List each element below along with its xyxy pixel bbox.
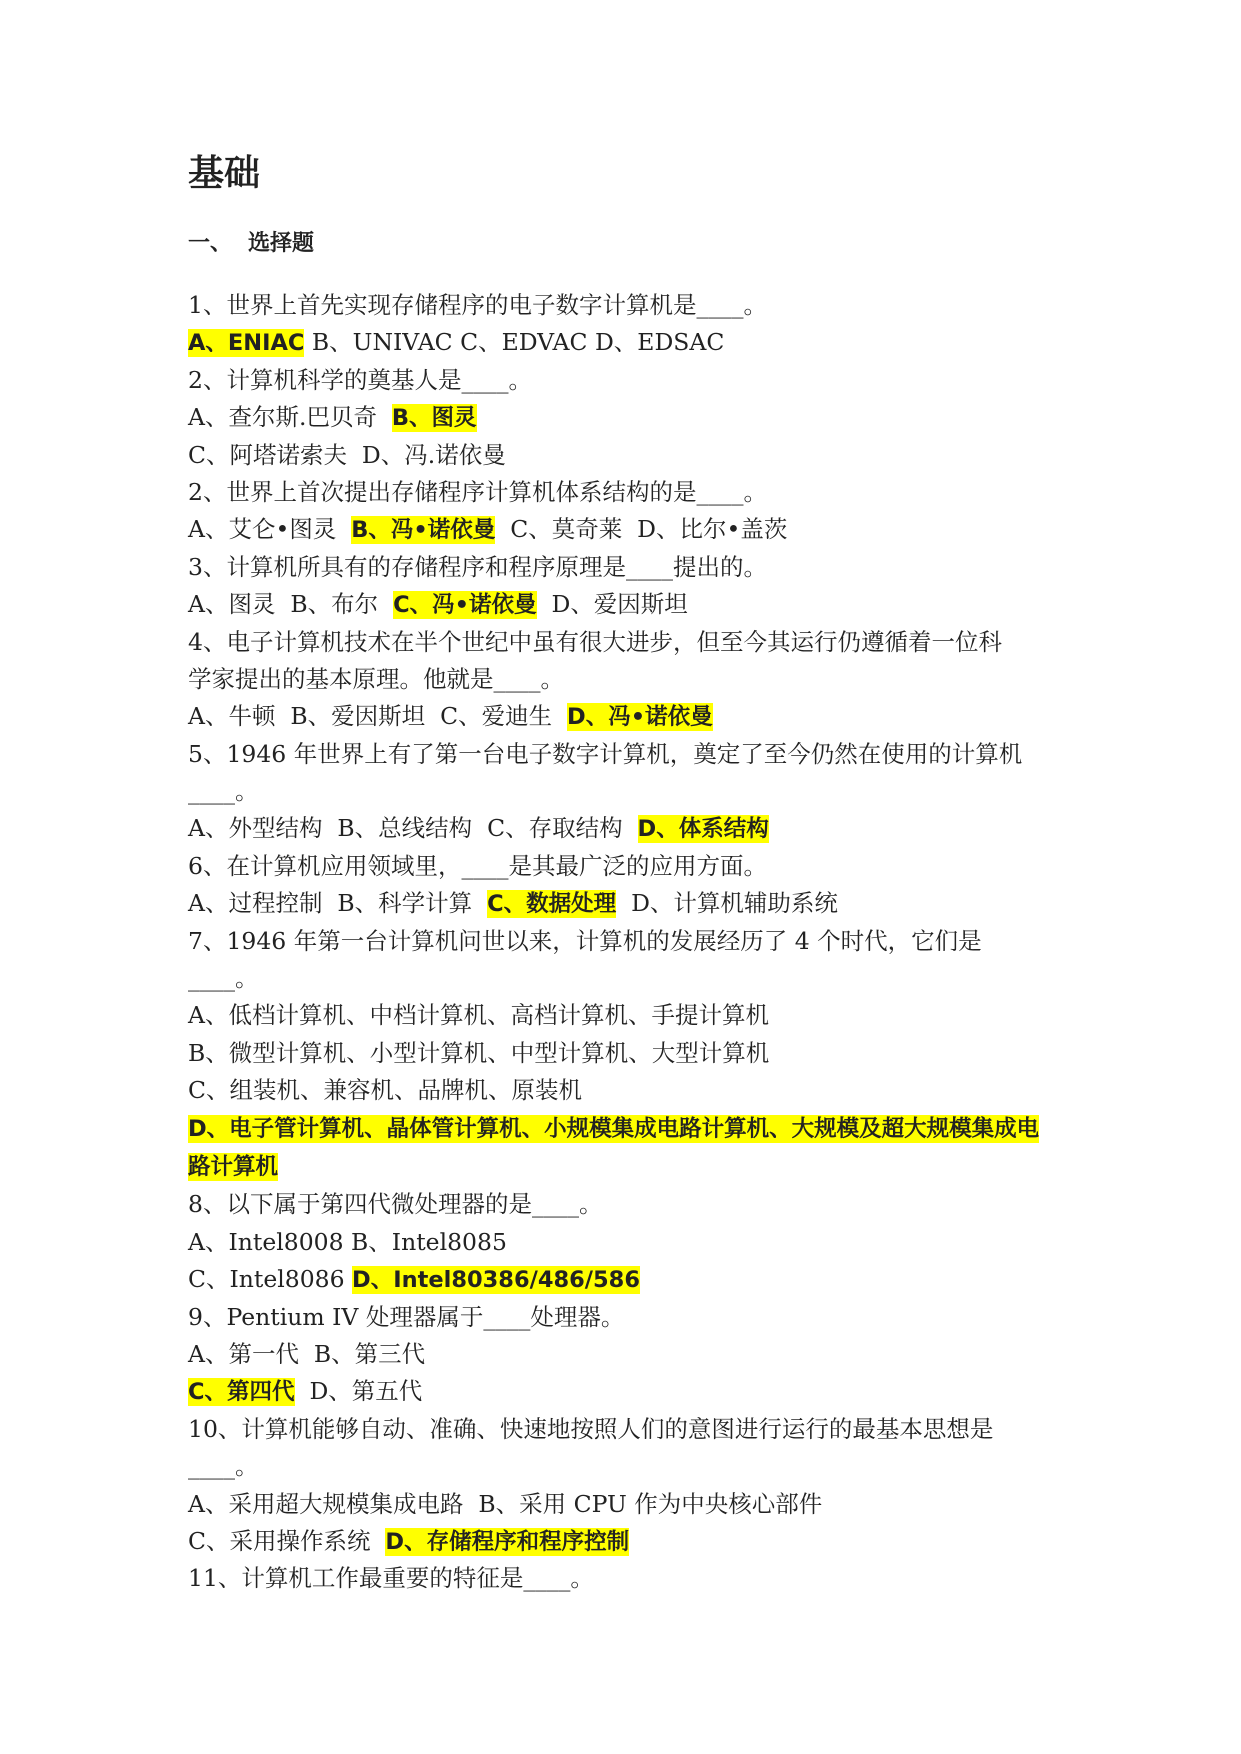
text-line (188, 362, 1058, 399)
text-line (188, 399, 1058, 436)
text-line (188, 511, 1058, 548)
correct-answer: D、冯•诺依曼 (567, 704, 713, 731)
text-line (188, 1560, 1058, 1597)
section-title: 选择题 (248, 231, 315, 256)
text-segment: 学家提出的基本原理。他就是____。 (188, 664, 564, 693)
correct-answer: C、冯•诺依曼 (393, 592, 537, 619)
correct-answer: D、存储程序和程序控制 (385, 1528, 630, 1555)
text-segment: 1、世界上首先实现存储程序的电子数字计算机是____。 (188, 291, 767, 319)
text-line (188, 324, 1058, 361)
text-segment: 11、计算机工作最重要的特征是____。 (188, 1564, 594, 1593)
text-segment: C、组装机、兼容机、品牌机、原装机 (188, 1076, 582, 1105)
text-segment: 10、计算机能够自动、准确、快速地按照人们的意图进行运行的最基本思想是 (188, 1414, 994, 1443)
text-line (188, 736, 1058, 773)
text-segment: D、计算机辅助系统 (616, 889, 838, 918)
text-segment: ____。 (188, 777, 259, 806)
text-line (188, 960, 1058, 997)
text-segment: B、UNIVAC C、EDVAC D、EDSAC (304, 328, 725, 357)
text-segment: A、艾仑•图灵 (188, 515, 352, 544)
text-line (188, 698, 1058, 735)
text-segment: A、低档计算机、中档计算机、高档计算机、手提计算机 (188, 1001, 769, 1030)
text-segment: C、采用操作系统 (188, 1526, 386, 1555)
text-segment: 4、电子计算机技术在半个世纪中虽有很大进步，但至今其运行仍遵循着一位科 (188, 627, 1002, 656)
text-line (188, 923, 1058, 960)
text-line (188, 661, 1058, 698)
text-segment: C、莫奇莱 D、比尔•盖茨 (495, 515, 788, 544)
text-line (188, 1336, 1058, 1373)
text-segment: 2、计算机科学的奠基人是____。 (188, 365, 532, 394)
text-segment: A、牛顿 B、爱因斯坦 C、爱迪生 (188, 702, 568, 731)
text-line (188, 848, 1058, 885)
text-line (188, 1486, 1058, 1523)
correct-answer: C、第四代 (188, 1379, 295, 1406)
text-line (188, 586, 1058, 623)
text-segment: 9、Pentium IV 处理器属于____处理器。 (188, 1302, 625, 1331)
text-segment: D、第五代 (294, 1377, 423, 1406)
text-line (188, 1035, 1058, 1072)
text-segment: C、阿塔诺索夫 D、冯.诺依曼 (188, 440, 506, 469)
correct-answer: D、Intel80386/486/586 (352, 1267, 640, 1294)
text-segment: A、采用超大规模集成电路 B、采用 CPU 作为中央核心部件 (188, 1489, 823, 1518)
text-line (188, 1299, 1058, 1336)
document-title: 基础 (188, 153, 261, 194)
text-line (188, 997, 1058, 1034)
correct-answer: B、冯•诺依曼 (351, 517, 496, 544)
text-line (188, 474, 1058, 511)
text-line (188, 287, 1058, 324)
text-segment: 7、1946 年第一台计算机问世以来，计算机的发展经历了 4 个时代，它们是 (188, 926, 982, 955)
text-line (188, 549, 1058, 586)
text-line (188, 1072, 1058, 1109)
text-line (188, 1373, 1058, 1410)
section-heading (188, 228, 314, 260)
text-line (188, 885, 1058, 922)
correct-answer: D、体系结构 (637, 816, 769, 843)
text-line (188, 773, 1058, 810)
text-line (188, 1448, 1058, 1485)
text-segment: A、过程控制 B、科学计算 (188, 889, 488, 918)
text-line (188, 1411, 1058, 1448)
text-segment: A、查尔斯.巴贝奇 (188, 403, 392, 432)
section-number: 一、 (188, 231, 233, 256)
text-line (188, 1186, 1058, 1223)
text-segment: B、微型计算机、小型计算机、中型计算机、大型计算机 (188, 1038, 770, 1067)
text-segment: 8、以下属于第四代微处理器的是____。 (188, 1190, 603, 1219)
text-segment: A、Intel8008 B、Intel8085 (188, 1227, 507, 1256)
text-segment: ____。 (188, 1452, 259, 1481)
text-line (188, 437, 1058, 474)
text-line (188, 1523, 1058, 1560)
text-segment: A、第一代 B、第三代 (188, 1339, 426, 1368)
text-line (188, 624, 1058, 661)
text-segment: A、图灵 B、布尔 (188, 590, 394, 619)
text-line (188, 1261, 1058, 1298)
text-segment: A、外型结构 B、总线结构 C、存取结构 (188, 814, 638, 843)
text-segment: 5、1946 年世界上有了第一台电子数字计算机，奠定了至今仍然在使用的计算机 (188, 739, 1023, 768)
text-line (188, 810, 1058, 847)
text-segment: 2、世界上首次提出存储程序计算机体系结构的是____。 (188, 477, 767, 506)
question-list (188, 287, 1058, 1598)
correct-answer: A、ENIAC (188, 330, 305, 357)
correct-answer: C、数据处理 (487, 891, 617, 918)
text-segment: 3、计算机所具有的存储程序和程序原理是____提出的。 (188, 552, 767, 581)
text-segment: 6、在计算机应用领域里，____是其最广泛的应用方面。 (188, 851, 767, 880)
correct-answer: B、图灵 (391, 405, 477, 432)
text-segment: C、Intel8086 (188, 1265, 353, 1294)
text-line (188, 1110, 1058, 1187)
text-line (188, 1224, 1058, 1261)
text-segment: D、爱因斯坦 (536, 590, 688, 619)
text-segment: ____。 (188, 964, 259, 993)
correct-answer: D、电子管计算机、晶体管计算机、小规模集成电路计算机、大规模及超大规模集成电路计算机 (188, 1115, 1040, 1180)
